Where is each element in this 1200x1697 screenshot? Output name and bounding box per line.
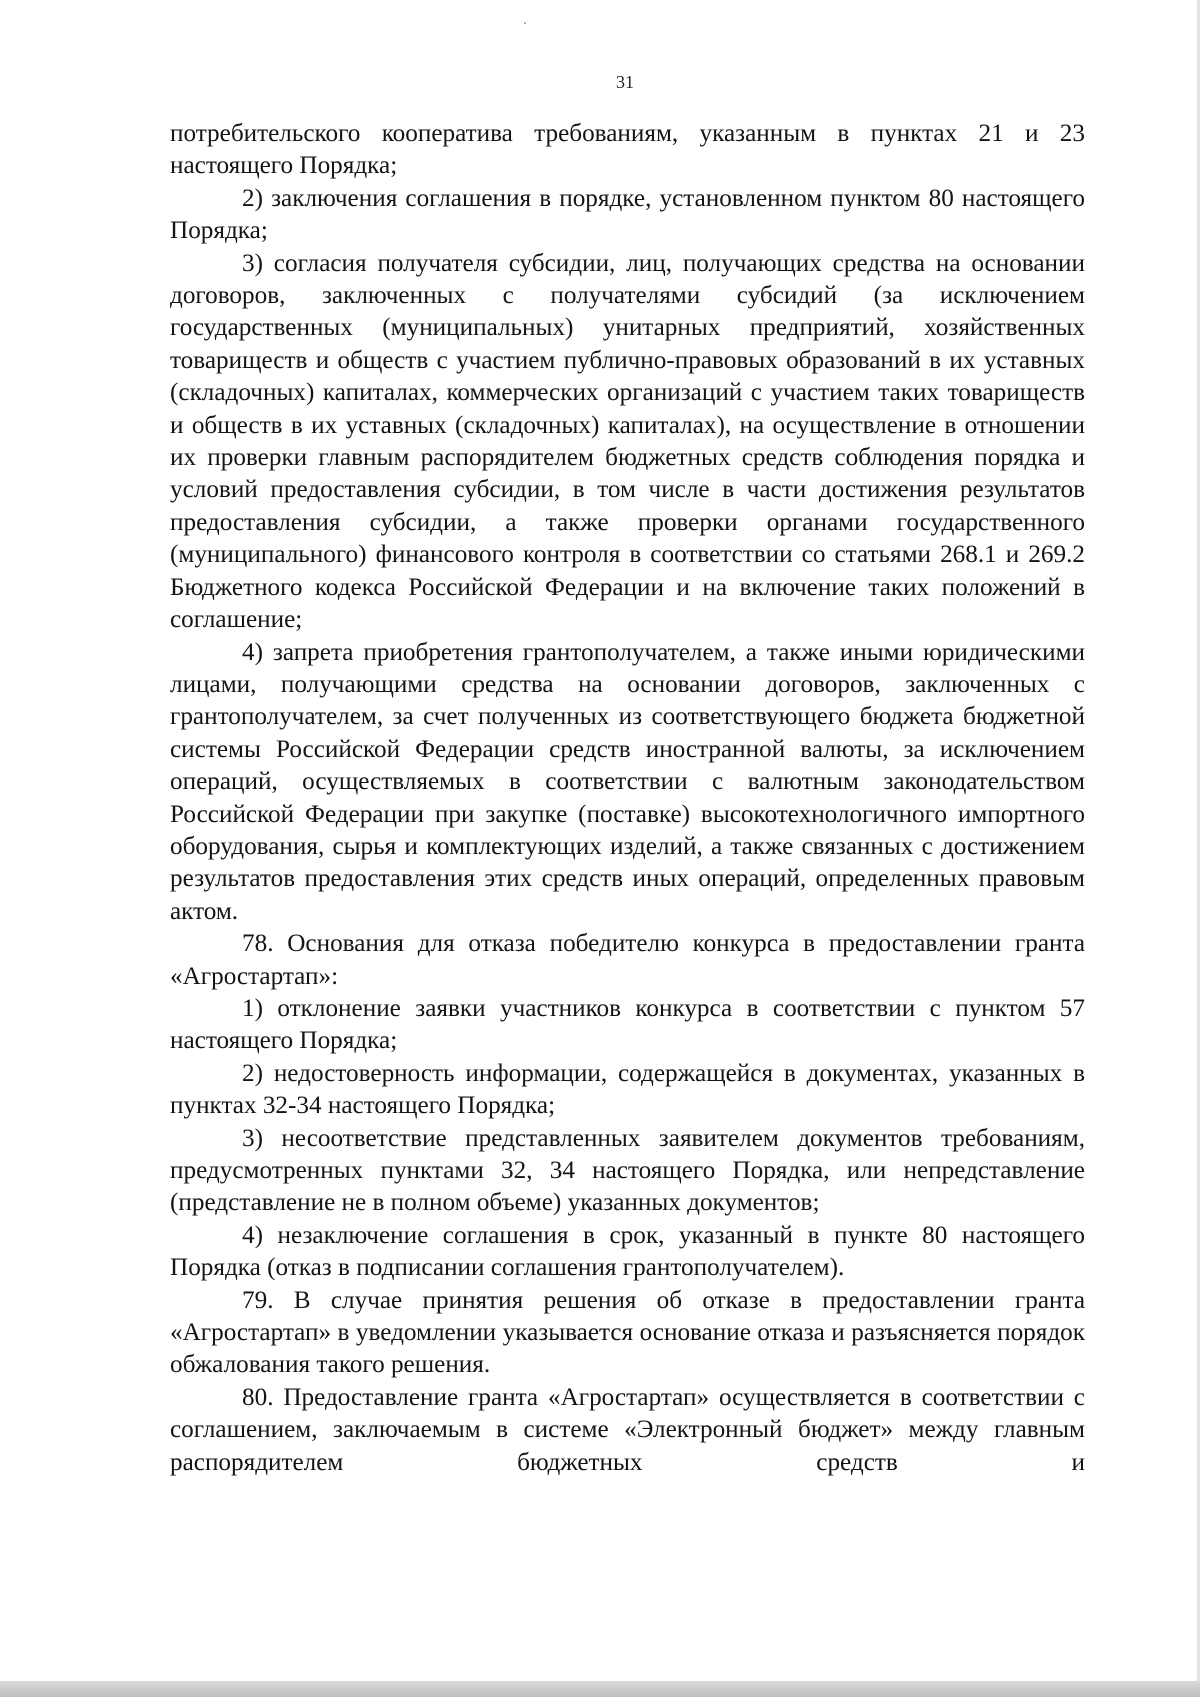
- scan-bottom-edge: [0, 1681, 1200, 1697]
- paragraph-item-4: 4) запрета приобретения грантополучателем, а также иными юридическими лицами, получающими средства на основании договоров, заключенных с грантополучателем, за счет полученных из соответствующего бюджета бюджетной системы Российской Федерации средств иностранной валюты, за исключением операций, осуществляемых в соответствии с валютным законодательством Российской Федерации при закупке (поставке) высокотехнологичного импортного оборудования, сырья и комплектующих изделий, а также связанных с достижением результатов предоставления этих средств иных операций, определенных правовым актом.: [170, 638, 1085, 925]
- paragraph-clause-78-item-1: 1) отклонение заявки участников конкурса в соответствии с пунктом 57 настоящего Порядка;: [170, 994, 1085, 1055]
- page-number: 31: [616, 72, 634, 92]
- scan-speck: [524, 22, 526, 24]
- paragraph-clause-78-item-2: 2) недостоверность информации, содержащейся в документах, указанных в пунктах 32-34 настоящего Порядка;: [170, 1059, 1085, 1120]
- document-body: [170, 118, 1085, 1479]
- paragraph-continuation: потребительского кооператива требованиям, указанным в пунктах 21 и 23 настоящего Порядка;: [170, 120, 1085, 180]
- paragraph-clause-80: 80. Предоставление гранта «Агростартап» осуществляется в соответствии с соглашением, заключаемым в системе «Электронный бюджет» между главным распорядителем бюджетных средств и: [170, 1383, 1085, 1476]
- paragraph-item-2: 2) заключения соглашения в порядке, установленном пунктом 80 настоящего Порядка;: [170, 184, 1085, 245]
- paragraph-clause-78-item-3: 3) несоответствие представленных заявителем документов требованиям, предусмотренных пунктами 32, 34 настоящего Порядка, или непредставление (представление не в полном объеме) указанных документов;: [170, 1124, 1085, 1217]
- paragraph-clause-78: 78. Основания для отказа победителю конкурса в предоставлении гранта «Агростартап»:: [170, 930, 1085, 990]
- paragraph-clause-78-item-4: 4) незаключение соглашения в срок, указанный в пункте 80 настоящего Порядка (отказ в подписании соглашения грантополучателем).: [170, 1221, 1085, 1282]
- paragraph-item-3: 3) согласия получателя субсидии, лиц, получающих средства на основании договоров, заключенных с получателями субсидий (за исключением государственных (муниципальных) унитарных предприятий, хозяйственных товариществ и обществ с участием публично-правовых образований в их уставных (складочных) капиталах, коммерческих организаций с участием таких товариществ и обществ в их уставных (складочных) капиталах), на осуществление в отношении их проверки главным распорядителем бюджетных средств соблюдения порядка и условий предоставления субсидии, в том числе в части достижения результатов предоставления субсидии, а также проверки органами государственного (муниципального) финансового контроля в соответствии со статьями 268.1 и 269.2 Бюджетного кодекса Российской Федерации и на включение таких положений в соглашение;: [170, 249, 1085, 634]
- paragraph-clause-79: 79. В случае принятия решения об отказе в предоставлении гранта «Агростартап» в уведомлении указывается основание отказа и разъясняется порядок обжалования такого решения.: [170, 1286, 1085, 1379]
